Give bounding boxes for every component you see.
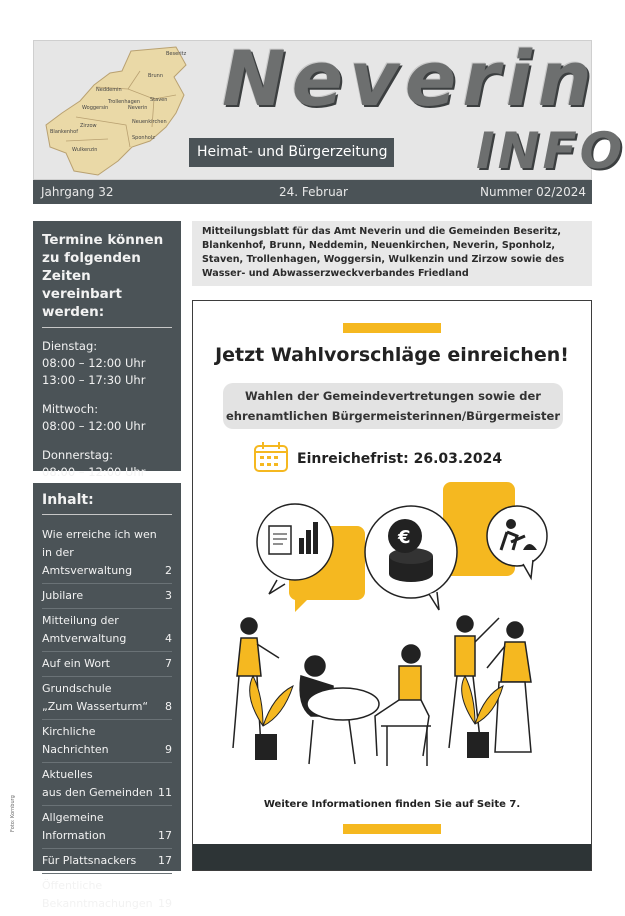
day-label: Mittwoch: <box>42 402 99 416</box>
accent-bar-top <box>343 323 441 333</box>
toc-item[interactable] <box>42 523 172 584</box>
region-map <box>36 43 196 178</box>
toc-item[interactable] <box>42 609 172 652</box>
toc-item-label: Mitteilung der <box>42 614 119 627</box>
toc-item-label: Wie erreiche ich wen <box>42 528 157 541</box>
toc-item-label: Bekanntmachungen <box>42 897 153 910</box>
toc-item-label: Jubilare <box>42 589 84 602</box>
poster-more-info: Weitere Informationen finden Sie auf Seite 7. <box>263 799 521 810</box>
map-label: Neverin <box>128 105 148 111</box>
toc-item[interactable] <box>42 806 172 849</box>
toc-item-label: aus den Gemeinden <box>42 786 153 799</box>
election-illustration <box>193 476 591 776</box>
toc-page-number: 17 <box>158 854 172 867</box>
poster-footer-bar <box>193 844 591 870</box>
poster-deadline: Einreichefrist: 26.03.2024 <box>297 451 503 467</box>
map-label: Zirzow <box>80 123 97 129</box>
toc-page-number: 8 <box>165 700 172 713</box>
day-label: Dienstag: <box>42 339 98 353</box>
time-slot: 08:00 – 12:00 Uhr <box>42 419 146 433</box>
toc-item[interactable] <box>42 584 172 609</box>
map-label: Woggersin <box>82 105 109 111</box>
toc-item-label: Allgemeine Information <box>42 811 106 842</box>
photo-credit: Foto: Kornburg <box>10 795 16 832</box>
table-of-contents <box>33 483 181 910</box>
toc-page-number: 4 <box>165 632 172 645</box>
map-label: Trollenhagen <box>108 99 140 105</box>
appointment-heading: Termine können zu folgenden Zeiten vereinbart werden: <box>42 231 172 328</box>
toc-page-number: 17 <box>158 829 172 842</box>
toc-item[interactable] <box>42 874 172 916</box>
toc-item-label: „Zum Wasserturm“ <box>42 700 149 713</box>
publication-description: Mitteilungsblatt für das Amt Neverin und die Gemeinden Beseritz, Blankenhof, Brunn, Neddemin, Neuenkirchen, Neverin, Sponholz, Staven, Trollenhagen, Woggersin, Wulkenzin und Zirzow sowie des Wasser- und Abwasserzweckverbandes Friedland <box>192 221 592 286</box>
map-label: Wulkenzin <box>72 147 98 153</box>
poster-subline: ehrenamtlichen Bürgermeisterinnen/Bürgermeister <box>226 409 560 423</box>
masthead <box>33 34 625 180</box>
toc-item-label: Kirchliche Nachrichten <box>42 725 109 756</box>
toc-item-label: Grundschule <box>42 682 112 695</box>
toc-item-label: Amtverwaltung <box>42 632 127 645</box>
toc-page-number: 3 <box>165 589 172 602</box>
toc-page-number: 9 <box>165 743 172 756</box>
issue-number: Nummer 02/2024 <box>480 185 586 199</box>
toc-page-number: 7 <box>165 657 172 670</box>
toc-page-number: 11 <box>158 786 172 799</box>
toc-item[interactable] <box>42 720 172 763</box>
issue-date: 24. Februar <box>279 185 348 199</box>
volume-label: Jahrgang 32 <box>41 185 114 199</box>
day-label: Donnerstag: <box>42 448 113 462</box>
newspaper-subtitle: Heimat- und Bürgerzeitung <box>189 138 394 167</box>
newspaper-logo-info: INFO <box>476 122 625 180</box>
toc-item-label: Aktuelles <box>42 768 93 781</box>
election-poster <box>192 300 592 871</box>
appointment-times-box <box>33 221 181 479</box>
issue-info-bar <box>33 180 592 204</box>
map-label: Neddemin <box>96 87 122 93</box>
poster-subheadline <box>223 383 563 429</box>
toc-item-label: Auf ein Wort <box>42 657 110 670</box>
toc-page-number: 19 <box>158 897 172 910</box>
time-slot: 08:00 – 12:00 Uhr <box>42 356 146 370</box>
toc-item-label: Öffentliche <box>42 879 103 892</box>
svg-text:€: € <box>398 527 411 548</box>
toc-item-label: Für Plattsnackers <box>42 854 137 867</box>
calendar-icon <box>253 441 289 473</box>
map-label: Blankenhof <box>50 129 79 135</box>
map-label: Sponholz <box>132 135 155 141</box>
toc-item[interactable] <box>42 652 172 677</box>
toc-item[interactable] <box>42 849 172 874</box>
toc-item[interactable] <box>42 677 172 720</box>
poster-headline: Jetzt Wahlvorschläge einreichen! <box>215 344 569 366</box>
toc-heading: Inhalt: <box>42 491 172 515</box>
accent-bar-bottom <box>343 824 441 834</box>
toc-item-label: in der Amtsverwaltung <box>42 546 133 577</box>
newspaper-logo: Neverin <box>222 34 598 123</box>
time-slot: 13:00 – 17:30 Uhr <box>42 373 146 387</box>
time-slot: 08:00 – 12:00 Uhr <box>42 465 146 479</box>
toc-item[interactable] <box>42 763 172 806</box>
map-label: Neuenkirchen <box>132 119 167 125</box>
poster-subline: Wahlen der Gemeindevertretungen sowie der <box>245 389 541 403</box>
map-label: Brunn <box>148 73 163 79</box>
toc-page-number: 2 <box>165 564 172 577</box>
map-label: Beseritz <box>166 51 187 57</box>
map-label: Staven <box>150 97 168 103</box>
